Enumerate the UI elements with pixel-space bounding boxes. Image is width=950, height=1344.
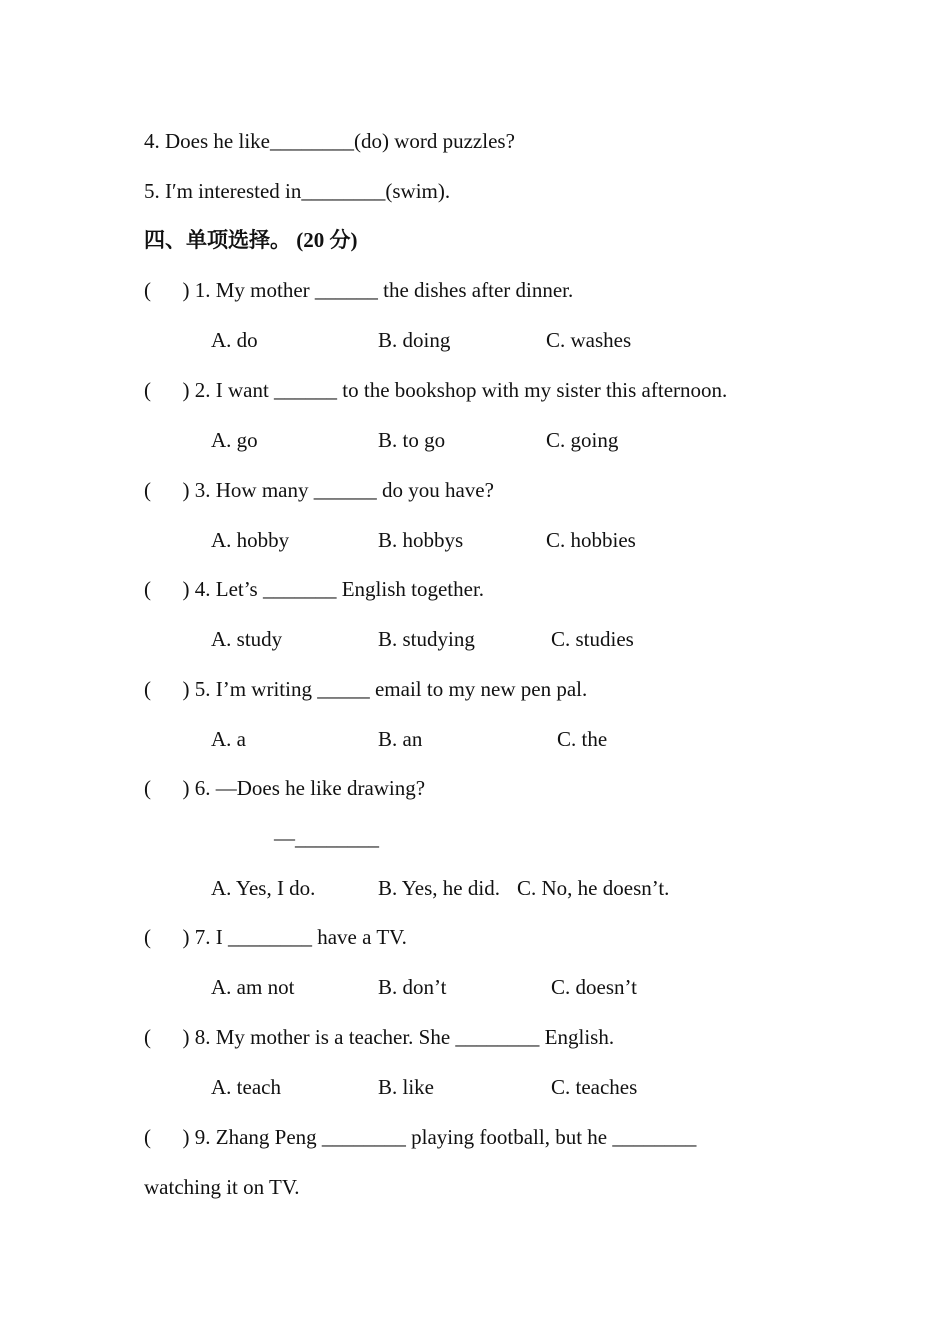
option-b: B. don’t (378, 975, 447, 999)
option-c: C. the (557, 727, 608, 751)
option-c: C. washes (546, 328, 632, 352)
option-a: A. am not (211, 975, 295, 999)
option-b: B. like (378, 1075, 434, 1099)
option-a: A. go (211, 428, 258, 452)
question-stem: ( ) 1. My mother ______ the dishes after dinner. (144, 278, 574, 302)
option-b: B. to go (378, 428, 446, 452)
question-stem: ( ) 3. How many ______ do you have? (144, 478, 494, 502)
option-a: A. teach (211, 1075, 281, 1099)
option-a: A. a (211, 727, 246, 751)
option-b: B. Yes, he did. (378, 876, 500, 900)
option-b: B. doing (378, 328, 451, 352)
option-b: B. an (378, 727, 423, 751)
question-stem: ( ) 7. I ________ have a TV. (144, 925, 407, 949)
option-c: C. No, he doesn’t. (517, 876, 670, 900)
option-b: B. studying (378, 627, 475, 651)
question-continuation: watching it on TV. (144, 1175, 300, 1199)
option-a: A. study (211, 627, 283, 651)
option-b: B. hobbys (378, 528, 464, 552)
option-a: A. hobby (211, 528, 290, 552)
question-stem: ( ) 9. Zhang Peng ________ playing football, but he ________ (144, 1125, 697, 1149)
answer-line: —________ (274, 826, 379, 850)
option-c: C. teaches (551, 1075, 638, 1099)
option-row (0, 726, 950, 830)
option-c: C. studies (551, 627, 634, 651)
question-stem: ( ) 5. I’m writing _____ email to my new pen pal. (144, 677, 588, 701)
option-c: C. hobbies (546, 528, 636, 552)
option-a: A. do (211, 328, 258, 352)
question-stem: ( ) 6. —Does he like drawing? (144, 776, 426, 800)
section-heading: 四、单项选择。 (20 分) (144, 228, 358, 252)
option-c: C. doesn’t (551, 975, 637, 999)
question-stem: ( ) 8. My mother is a teacher. She ________ English. (144, 1025, 615, 1049)
question-stem: ( ) 2. I want ______ to the bookshop with my sister this afternoon. (144, 378, 728, 402)
fill-blank-4: 4. Does he like________(do) word puzzles? (144, 129, 515, 153)
option-row (0, 875, 950, 979)
option-a: A. Yes, I do. (211, 876, 316, 900)
fill-blank-5: 5. I′m interested in________(swim). (144, 179, 451, 203)
option-c: C. going (546, 428, 619, 452)
question-stem: ( ) 4. Let’s _______ English together. (144, 577, 485, 601)
